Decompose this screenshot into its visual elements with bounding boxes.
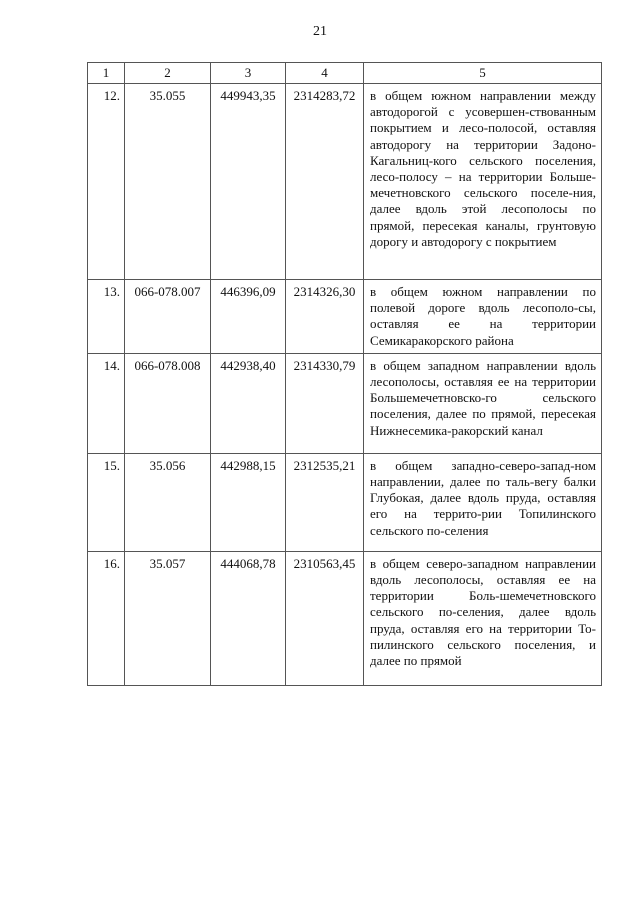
boundary-description: в общем северо-западном направлении вдоль лесополосы, оставляя ее на территории Боль-шемечетновского сельского по-селения, далее вдоль пруда, оставляя его на территории То-пилинского сельского поселения, и далее по прямой [364, 551, 602, 685]
coord-y: 2312535,21 [286, 453, 364, 551]
header-cell-5: 5 [364, 63, 602, 84]
boundary-description: в общем западном направлении вдоль лесополосы, оставляя ее на территории Большемечетновско-го сельского поселения, далее по прямой, пересекая Нижнесемика-ракорский канал [364, 353, 602, 453]
boundary-description: в общем западно-северо-запад-ном направлении, далее по таль-вегу балки Глубокая, далее вдоль пруда, оставляя его на террито-рии Топилинского сельского по-селения [364, 453, 602, 551]
coord-x: 444068,78 [211, 551, 286, 685]
coord-x: 449943,35 [211, 84, 286, 280]
coordinates-table [87, 62, 602, 686]
coord-y: 2314330,79 [286, 353, 364, 453]
row-number: 14. [88, 353, 125, 453]
coord-y: 2314283,72 [286, 84, 364, 280]
header-cell-1: 1 [88, 63, 125, 84]
point-code: 35.055 [125, 84, 211, 280]
header-row [88, 63, 602, 84]
coord-x: 442988,15 [211, 453, 286, 551]
coord-y: 2314326,30 [286, 280, 364, 354]
row-number: 12. [88, 84, 125, 280]
coord-x: 442938,40 [211, 353, 286, 453]
row-number: 15. [88, 453, 125, 551]
point-code: 066-078.008 [125, 353, 211, 453]
header-cell-3: 3 [211, 63, 286, 84]
page-number: 21 [313, 24, 327, 39]
row-number: 16. [88, 551, 125, 685]
coord-x: 446396,09 [211, 280, 286, 354]
header-cell-4: 4 [286, 63, 364, 84]
point-code: 35.057 [125, 551, 211, 685]
row-number: 13. [88, 280, 125, 354]
table-row [88, 280, 602, 354]
boundary-description: в общем южном направлении между автодорогой с усовершен-ствованным покрытием и лесо-полосой, оставляя автодорогу на территории Задоно-Кагальниц-кого сельского поселения, лесо-полосу – на территории Больше-мечетновского сельского поселе-ния, далее вдоль этой лесополосы по прямой, пересекая каналы, грунтовую дорогу и автодорогу с покрытием [364, 84, 602, 280]
coord-y: 2310563,45 [286, 551, 364, 685]
table-row [88, 551, 602, 685]
header-cell-2: 2 [125, 63, 211, 84]
point-code: 35.056 [125, 453, 211, 551]
point-code: 066-078.007 [125, 280, 211, 354]
table-row [88, 453, 602, 551]
boundary-description: в общем южном направлении по полевой дороге вдоль лесополо-сы, оставляя ее на территории Семикаракорского района [364, 280, 602, 354]
table-row [88, 84, 602, 280]
table-row [88, 353, 602, 453]
